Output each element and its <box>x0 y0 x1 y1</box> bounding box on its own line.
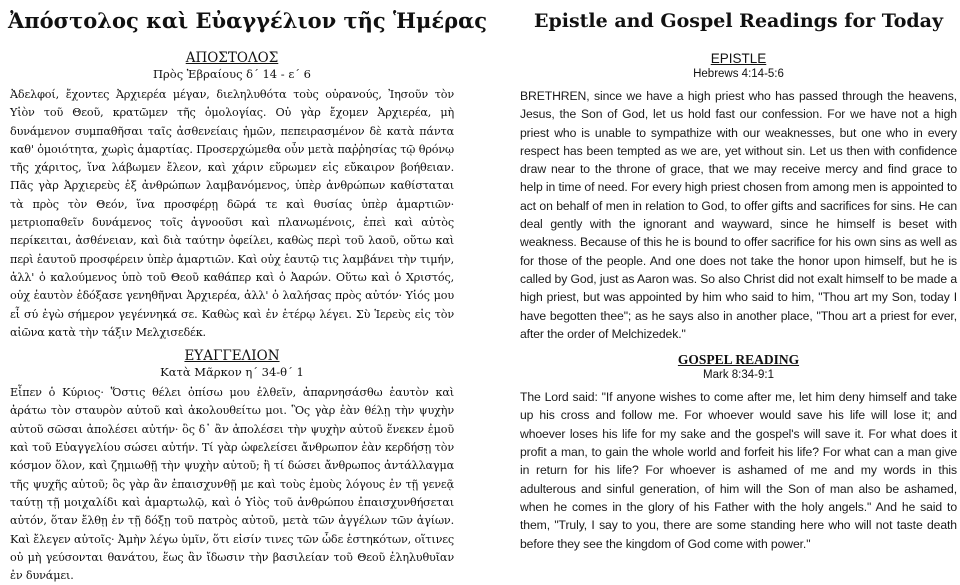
english-epistle-text: BRETHREN, since we have a high priest who has passed through the heavens, Jesus, the Son of God, let us hold fast our confession. For we have not a high priest who is unable to sympathize with our weaknesses, but one who in every respect has been tempted as we are, yet without sin. Let us then with confidence draw near to the throne of grace, that we may receive mercy and find grace to help in time of need. For every high priest chosen from among men is appointed to act on behalf of men in relation to God, to offer gifts and sacrifices for sins. He can deal gently with the ignorant and wayward, since he himself is beset with weakness. Because of this he is bound to offer sacrifice for his own sins as well as for those of the people. And one does not take the honor upon himself, but he is called by God, just as Aaron was. So also Christ did not exalt himself to be made a high priest, but was appointed by him who said to him, "Thou art my Son, today I have begotten thee"; as he says also in another place, "Thou art a priest for ever, after the order of Melchizedek." <box>520 89 957 341</box>
column-divider <box>488 0 489 558</box>
english-page-title: Epistle and Gospel Readings for Today <box>533 10 944 32</box>
greek-gospel-heading: ΕΥΑΓΓΕΛΙΟΝ <box>184 348 280 365</box>
greek-epistle-heading: ΑΠΟΣΤΟΛΟΣ <box>185 50 279 66</box>
greek-epistle-reference: Πρὸς Ἑβραίους δ΄ 14 - ε΄ 6 <box>152 67 312 81</box>
english-gospel-heading: GOSPEL READING <box>677 352 800 368</box>
greek-epistle-text: Ἀδελφοί, ἔχοντες Ἀρχιερέα μέγαν, διεληλυθότα τοὺς οὐρανούς, Ἰησοῦν τὸν Υἱὸν τοῦ Θεοῦ, κρατῶμεν τῆς ὁμολογίας. Οὐ γὰρ ἔχομεν Ἀρχιερέα, μὴ δυνάμενον συμπαθῆσαι ταῖς ἀσθενείαις ἡμῶν, πεπειρασμένον δὲ κατὰ πάντα καθ' ὁμοιότητα, χωρὶς ἁμαρτίας. Προσερχώμεθα οὖν μετὰ παῤῥησίας τῷ θρόνῳ τῆς χάριτος, ἵνα λάβωμεν ἔλεον, καὶ χάριν εὕρωμεν εἰς εὔκαιρον βοήθειαν. Πᾶς γὰρ Ἀρχιερεὺς ἐξ ἀνθρώπων λαμβανόμενος, ὑπὲρ ἀνθρώπων καθίσταται τὰ πρὸς τὸν Θεόν, ἵνα προσφέρῃ δῶρά τε καὶ θυσίας ὑπὲρ ἁμαρτιῶν· μετριοπαθεῖν δυνάμενος τοῖς ἀγνοοῦσι καὶ πλανωμένοις, ἐπεὶ καὶ αὐτὸς περίκειται, ἀσθένειαν, καὶ διὰ ταύτην ὀφείλει, καθὼς περὶ τοῦ λαοῦ, οὕτω καὶ περὶ ἑαυτοῦ προσφέρειν ὑπὲρ ἁμαρτιῶν. Καὶ οὐχ ἑαυτῷ τις λαμβάνει τὴν τιμήν, ἀλλ' ὁ καλούμενος ὑπὸ τοῦ Θεοῦ καθάπερ καὶ ὁ Ἀαρών. Οὕτω καὶ ὁ Χριστός, οὐχ ἑαυτὸν ἐδόξασε γενηθῆναι Ἀρχιερέα, ἀλλ' ὁ λαλήσας πρὸς αὐτόν· Υἱός μου εἶ σύ ἐγὼ σήμερον γεγέννηκά σε. Καθὼς καὶ ἐν ἑτέρῳ λέγει. Σὺ Ἱερεὺς εἰς τὸν αἰῶνα κατὰ τὴν τάξιν Μελχισεδέκ. <box>10 88 454 339</box>
english-epistle-heading: EPISTLE <box>710 51 767 66</box>
english-gospel-reference: Mark 8:34-9:1 <box>703 369 774 382</box>
greek-column <box>8 0 488 585</box>
english-epistle-reference: Hebrews 4:14-5:6 <box>693 68 784 80</box>
greek-gospel-text: Εἶπεν ὁ Κύριος· Ὅστις θέλει ὀπίσω μου ἐλθεῖν, ἀπαρνησάσθω ἑαυτὸν καὶ ἀράτω τὸν σταυρὸν αὐτοῦ καὶ ἀκολουθείτω μοι. Ὃς γὰρ ἐὰν θέλῃ τὴν ψυχὴν αὐτοῦ σῶσαι ἀπολέσει αὐτήν· ὃς δ᾿ ἂν ἀπολέσει τὴν ψυχὴν αὐτοῦ ἕνεκεν ἐμοῦ καὶ τοῦ Εὐαγγελίου σώσει αὐτήν. Τί γὰρ ὠφελείσει ἄνθρωπον ἐὰν κερδήσῃ τὸν κόσμον ὅλον, καὶ ζημιωθῇ τὴν ψυχὴν αὐτοῦ; ἢ τί δώσει ἄνθρωπος ἀντάλλαγμα τῆς ψυχῆς αὐτοῦ; ὃς γὰρ ἂν ἐπαισχυνθῇ με καὶ τοὺς ἐμοὺς λόγους ἐν τῇ γενεᾷ ταύτῃ τῇ μοιχαλίδι καὶ ἁμαρτωλῷ, καὶ ὁ Υἱὸς τοῦ ἀνθρώπου ἐπαισχυνθήσεται αὐτόν, ὅταν ἔλθῃ ἐν τῇ δόξῃ τοῦ πατρὸς αὐτοῦ, μετὰ τῶν ἀγγέλων τῶν ἁγίων. Καὶ ἔλεγεν αὐτοῖς· Ἀμὴν λέγω ὑμῖν, ὅτι εἰσίν τινες τῶν ὧδε ἑστηκότων, οἵτινες οὐ μὴ γεύσονται θανάτου, ἕως ἂν ἴδωσιν τὴν βασιλείαν τοῦ Θεοῦ ἐληλυθυῖαν ἐν δυνάμει. <box>10 386 454 583</box>
english-gospel-text: The Lord said: "If anyone wishes to come after me, let him deny himself and take up his cross and follow me. For whoever would save his life will lose it; and whoever loses his life for my sake and the gospel's will save it. For what does it profit a man, to gain the whole world and forfeit his life? For what can a man give in return for his life? For whoever is ashamed of me and my words in this adulterous and sinful generation, of him will the Son of man also be ashamed, when he comes in the glory of his Father with the holy angels." And he said to them, "Truly, I say to you, there are some standing here who will not taste death before they see the kingdom of God come with power." <box>520 390 957 551</box>
greek-page-title: Ἀπόστολος καὶ Εὐαγγέλιον τῆς Ἡμέρας <box>8 8 488 33</box>
greek-gospel-reference: Κατὰ Μᾶρκον η΄ 34-θ΄ 1 <box>160 365 304 380</box>
english-column <box>520 0 957 553</box>
